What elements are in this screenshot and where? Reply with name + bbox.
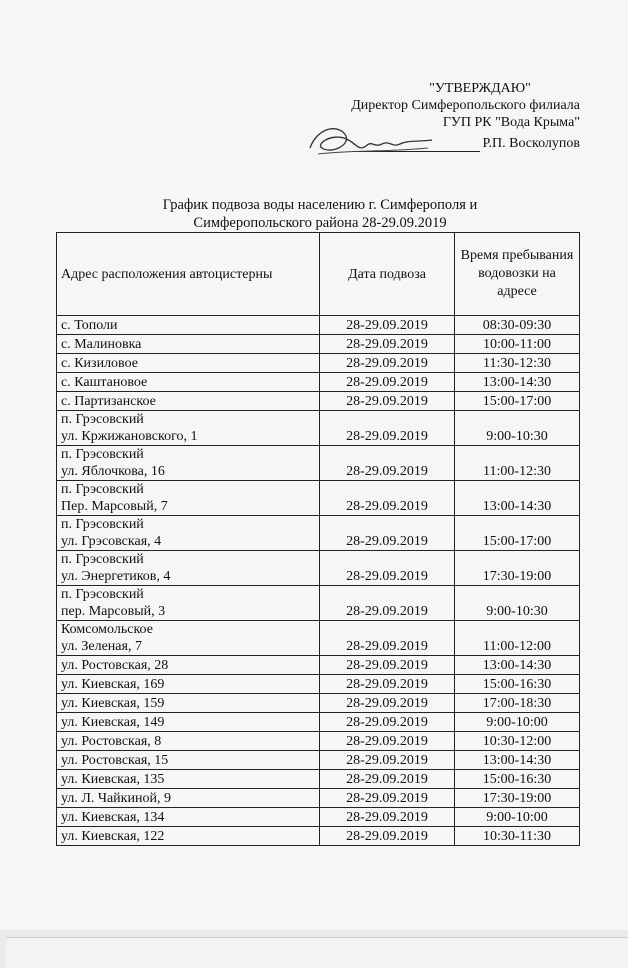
date-cell: 28-29.09.2019 [320,586,455,621]
address-cell [57,481,320,516]
table-row [57,827,580,846]
address-line-1: ул. Ростовская, 15 [61,753,169,768]
address-cell [57,335,320,354]
date-cell: 28-29.09.2019 [320,751,455,770]
address-line-1: с. Кизиловое [61,356,138,371]
date-cell: 28-29.09.2019 [320,481,455,516]
table-row [57,713,580,732]
approval-heading: "УТВЕРЖДАЮ" [429,81,531,96]
document-title [70,196,570,232]
time-cell: 13:00-14:30 [455,656,580,675]
header-address: Адрес расположения автоцистерны [57,233,320,316]
address-line-1: с. Малиновка [61,337,142,352]
date-cell: 28-29.09.2019 [320,516,455,551]
title-line-1: График подвоза воды населению г. Симферополя и [162,197,478,213]
address-cell [57,789,320,808]
address-line-1: ул. Ростовская, 8 [61,734,162,749]
table-row [57,586,580,621]
date-cell: 28-29.09.2019 [320,675,455,694]
address-cell [57,656,320,675]
time-cell: 9:00-10:00 [455,808,580,827]
time-cell: 13:00-14:30 [455,751,580,770]
address-line-1: с. Партизанское [61,394,156,409]
address-line-1: ул. Киевская, 159 [61,696,165,711]
address-line-2: Пер. Марсовый, 7 [61,499,168,514]
table-row [57,551,580,586]
address-cell [57,827,320,846]
date-cell: 28-29.09.2019 [320,411,455,446]
time-cell: 10:00-11:00 [455,335,580,354]
address-line-2: ул. Кржижановского, 1 [61,429,198,444]
address-line-1: ул. Ростовская, 28 [61,658,169,673]
date-cell: 28-29.09.2019 [320,656,455,675]
address-line-1: п. Грэсовский [61,412,144,427]
address-line-1: п. Грэсовский [61,447,144,462]
date-cell: 28-29.09.2019 [320,770,455,789]
table-body [57,316,580,846]
address-cell [57,732,320,751]
address-line-1: ул. Киевская, 134 [61,810,165,825]
address-cell [57,316,320,335]
signatory-name: Р.П. Восколупов [482,136,580,151]
date-cell: 28-29.09.2019 [320,732,455,751]
date-cell: 28-29.09.2019 [320,446,455,481]
address-line-1: ул. Л. Чайкиной, 9 [61,791,171,806]
address-cell [57,446,320,481]
address-line-1: с. Тополи [61,318,118,333]
table-row [57,411,580,446]
address-line-1: ул. Киевская, 122 [61,829,165,844]
time-cell: 15:00-16:30 [455,770,580,789]
table-row [57,732,580,751]
date-cell: 28-29.09.2019 [320,694,455,713]
table-header-row [57,233,580,316]
table-row [57,808,580,827]
time-cell: 10:30-12:00 [455,732,580,751]
table-row [57,335,580,354]
time-cell: 11:00-12:00 [455,621,580,656]
address-line-1: ул. Киевская, 169 [61,677,165,692]
address-line-1: ул. Киевская, 149 [61,715,165,730]
header-time: Время пребывания водовозки на адресе [455,233,580,316]
address-line-1: п. Грэсовский [61,587,144,602]
time-cell: 13:00-14:30 [455,481,580,516]
date-cell: 28-29.09.2019 [320,621,455,656]
title-line-2: Симферопольского района 28-29.09.2019 [193,215,447,231]
date-cell: 28-29.09.2019 [320,392,455,411]
time-cell: 15:00-16:30 [455,675,580,694]
address-line-2: пер. Марсовый, 3 [61,604,166,619]
table-row [57,446,580,481]
date-cell: 28-29.09.2019 [320,808,455,827]
address-line-2: ул. Грэсовская, 4 [61,534,162,549]
time-cell: 13:00-14:30 [455,373,580,392]
date-cell: 28-29.09.2019 [320,335,455,354]
address-line-1: ул. Киевская, 135 [61,772,165,787]
table-row [57,516,580,551]
address-cell [57,354,320,373]
table-row [57,789,580,808]
time-cell: 17:00-18:30 [455,694,580,713]
date-cell: 28-29.09.2019 [320,316,455,335]
address-cell [57,770,320,789]
address-line-1: п. Грэсовский [61,517,144,532]
address-cell [57,392,320,411]
schedule-table [56,232,580,846]
address-cell [57,586,320,621]
address-cell [57,373,320,392]
date-cell: 28-29.09.2019 [320,713,455,732]
address-line-1: п. Грэсовский [61,552,144,567]
next-page-edge [6,937,628,968]
address-line-2: ул. Яблочкова, 16 [61,464,165,479]
time-cell: 15:00-17:00 [455,392,580,411]
time-cell: 9:00-10:00 [455,713,580,732]
table-row [57,694,580,713]
address-line-2: ул. Энергетиков, 4 [61,569,171,584]
date-cell: 28-29.09.2019 [320,827,455,846]
address-cell [57,694,320,713]
table-row [57,751,580,770]
table-row [57,621,580,656]
date-cell: 28-29.09.2019 [320,373,455,392]
address-line-2: ул. Зеленая, 7 [61,639,142,654]
date-cell: 28-29.09.2019 [320,551,455,586]
time-cell: 9:00-10:30 [455,411,580,446]
time-cell: 11:00-12:30 [455,446,580,481]
address-cell [57,675,320,694]
address-cell [57,411,320,446]
time-cell: 15:00-17:00 [455,516,580,551]
date-cell: 28-29.09.2019 [320,354,455,373]
time-cell: 08:30-09:30 [455,316,580,335]
address-cell [57,621,320,656]
handwritten-signature [300,118,440,166]
table-row [57,316,580,335]
time-cell: 10:30-11:30 [455,827,580,846]
table-row [57,392,580,411]
address-cell [57,551,320,586]
time-cell: 9:00-10:30 [455,586,580,621]
address-line-1: Комсомольское [61,622,153,637]
table-row [57,675,580,694]
approval-organization: ГУП РК "Вода Крыма" [442,115,580,130]
address-cell [57,751,320,770]
table-row [57,354,580,373]
date-cell: 28-29.09.2019 [320,789,455,808]
table-row [57,770,580,789]
address-line-1: с. Каштановое [61,375,148,390]
approval-position: Директор Симферопольского филиала [351,98,580,113]
time-cell: 11:30-12:30 [455,354,580,373]
table-row [57,656,580,675]
header-date: Дата подвоза [320,233,455,316]
table-row [57,373,580,392]
address-cell [57,713,320,732]
time-cell: 17:30-19:00 [455,789,580,808]
time-cell: 17:30-19:00 [455,551,580,586]
address-cell [57,516,320,551]
address-line-1: п. Грэсовский [61,482,144,497]
address-cell [57,808,320,827]
table-row [57,481,580,516]
